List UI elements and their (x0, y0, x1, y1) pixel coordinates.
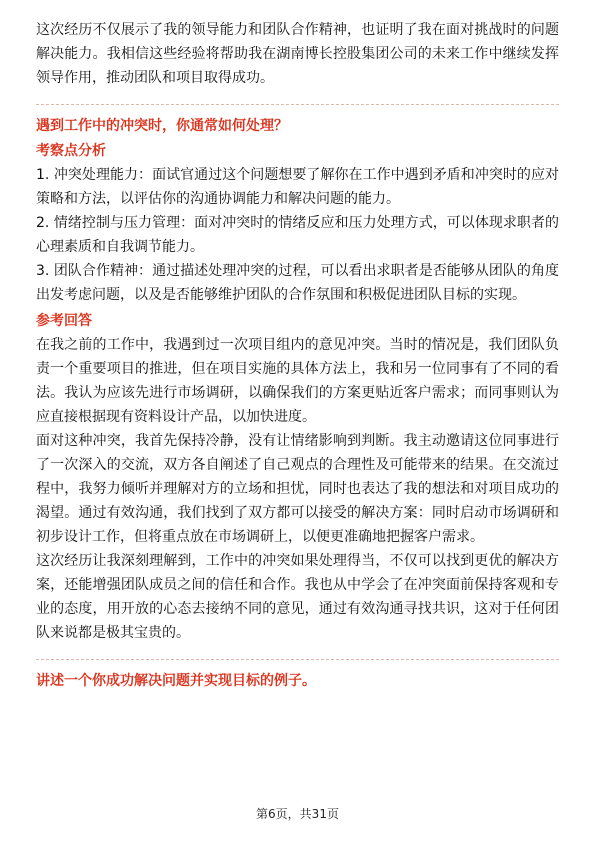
question-title: 遇到工作中的冲突时，你通常如何处理？ (36, 118, 288, 134)
next-question-title: 讲述一个你成功解决问题并实现目标的例子。 (36, 673, 316, 689)
section-divider (36, 659, 559, 660)
answer-paragraph: 在我之前的工作中，我遇到过一次项目组内的意见冲突。当时的情况是，我们团队负责一个重要项目的推进，但在项目实施的具体方法上，我和另一位同事有了不同的看法。我认为应该先进行市场调研，以确保我们的方案更贴近客户需求；而同事则认为应直接根据现有资料设计产品，以加快进度。 (36, 337, 559, 425)
analysis-item: 2. 情绪控制与压力管理：面对冲突时的情绪反应和压力处理方式，可以体现求职者的心理素质和自我调节能力。 (36, 215, 559, 255)
intro-paragraph: 这次经历不仅展示了我的领导能力和团队合作精神，也证明了我在面对挑战时的问题解决能力。我相信这些经验将帮助我在湖南博长控股集团公司的未来工作中继续发挥领导作用，推动团队和项目取得成功。 (36, 22, 559, 86)
analysis-item: 1. 冲突处理能力：面试官通过这个问题想要了解你在工作中遇到矛盾和冲突时的应对策略和方法，以评估你的沟通协调能力和解决问题的能力。 (36, 167, 559, 207)
page-indicator: 第6页，共31页 (256, 807, 339, 821)
answer-label: 参考回答 (36, 313, 92, 329)
answer-paragraph: 面对这种冲突，我首先保持冷静，没有让情绪影响到判断。我主动邀请这位同事进行了一次深入的交流，双方各自阐述了自己观点的合理性及可能带来的结果。在交流过程中，我努力倾听并理解对方的立场和担忧，同时也表达了我的想法和对项目成功的渴望。通过有效沟通，我们找到了双方都可以接受的解决方案：同时启动市场调研和初步设计工作，但将重点放在市场调研上，以便更准确地把握客户需求。 (36, 433, 559, 545)
page-content (36, 18, 559, 694)
answer-paragraph: 这次经历让我深刻理解到，工作中的冲突如果处理得当，不仅可以找到更优的解决方案，还能增强团队成员之间的信任和合作。我也从中学会了在冲突面前保持客观和专业的态度，用开放的心态去接纳不同的意见，通过有效沟通寻找共识，这对于任何团队来说都是极其宝贵的。 (36, 553, 559, 641)
analysis-item: 3. 团队合作精神：通过描述处理冲突的过程，可以看出求职者是否能够从团队的角度出发考虑问题，以及是否能够维护团队的合作氛围和积极促进团队目标的实现。 (36, 263, 559, 303)
analysis-label: 考察点分析 (36, 143, 106, 159)
section-divider (36, 104, 559, 105)
